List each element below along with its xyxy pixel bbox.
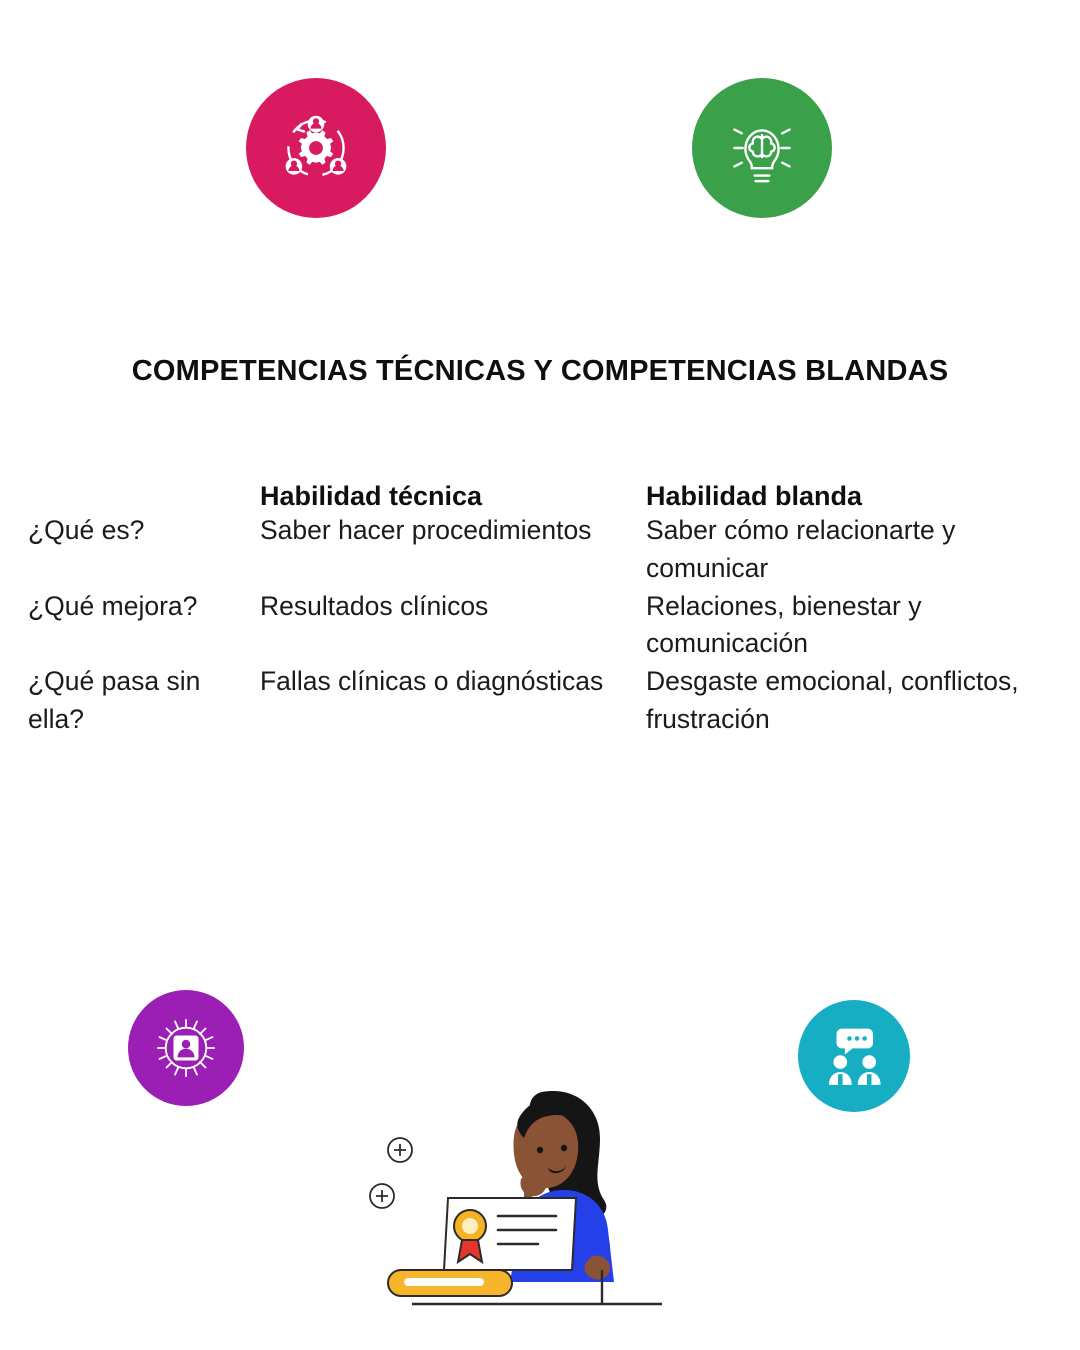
row-technical-value: Saber hacer procedimientos — [260, 515, 592, 546]
table-row — [28, 588, 1058, 663]
row-question: ¿Qué mejora? — [28, 590, 198, 621]
communication-icon — [798, 1000, 910, 1112]
table-row — [28, 512, 1058, 587]
table-row — [28, 663, 1058, 738]
brain-bulb-icon — [692, 78, 832, 218]
header-question — [28, 480, 260, 512]
row-technical-value: Resultados clínicos — [260, 590, 489, 621]
competency-comparison-table — [28, 480, 1058, 738]
header-technical-skill: Habilidad técnica — [260, 481, 483, 511]
row-soft-value: Desgaste emocional, conflictos, frustración — [646, 665, 1019, 734]
woman-with-certificate-illustration — [352, 1052, 682, 1332]
patient-icon — [128, 990, 244, 1106]
gear-people-icon — [246, 78, 386, 218]
row-soft-value: Saber cómo relacionarte y comunicar — [646, 515, 956, 584]
row-technical-value: Fallas clínicas o diagnósticas — [260, 665, 604, 696]
header-soft-skill: Habilidad blanda — [646, 481, 863, 511]
row-soft-value: Relaciones, bienestar y comunicación — [646, 590, 922, 659]
row-question: ¿Qué es? — [28, 515, 145, 546]
page-title: COMPETENCIAS TÉCNICAS Y COMPETENCIAS BLANDAS — [131, 355, 949, 387]
row-question: ¿Qué pasa sin ella? — [28, 665, 201, 734]
table-header-row — [28, 480, 1058, 512]
